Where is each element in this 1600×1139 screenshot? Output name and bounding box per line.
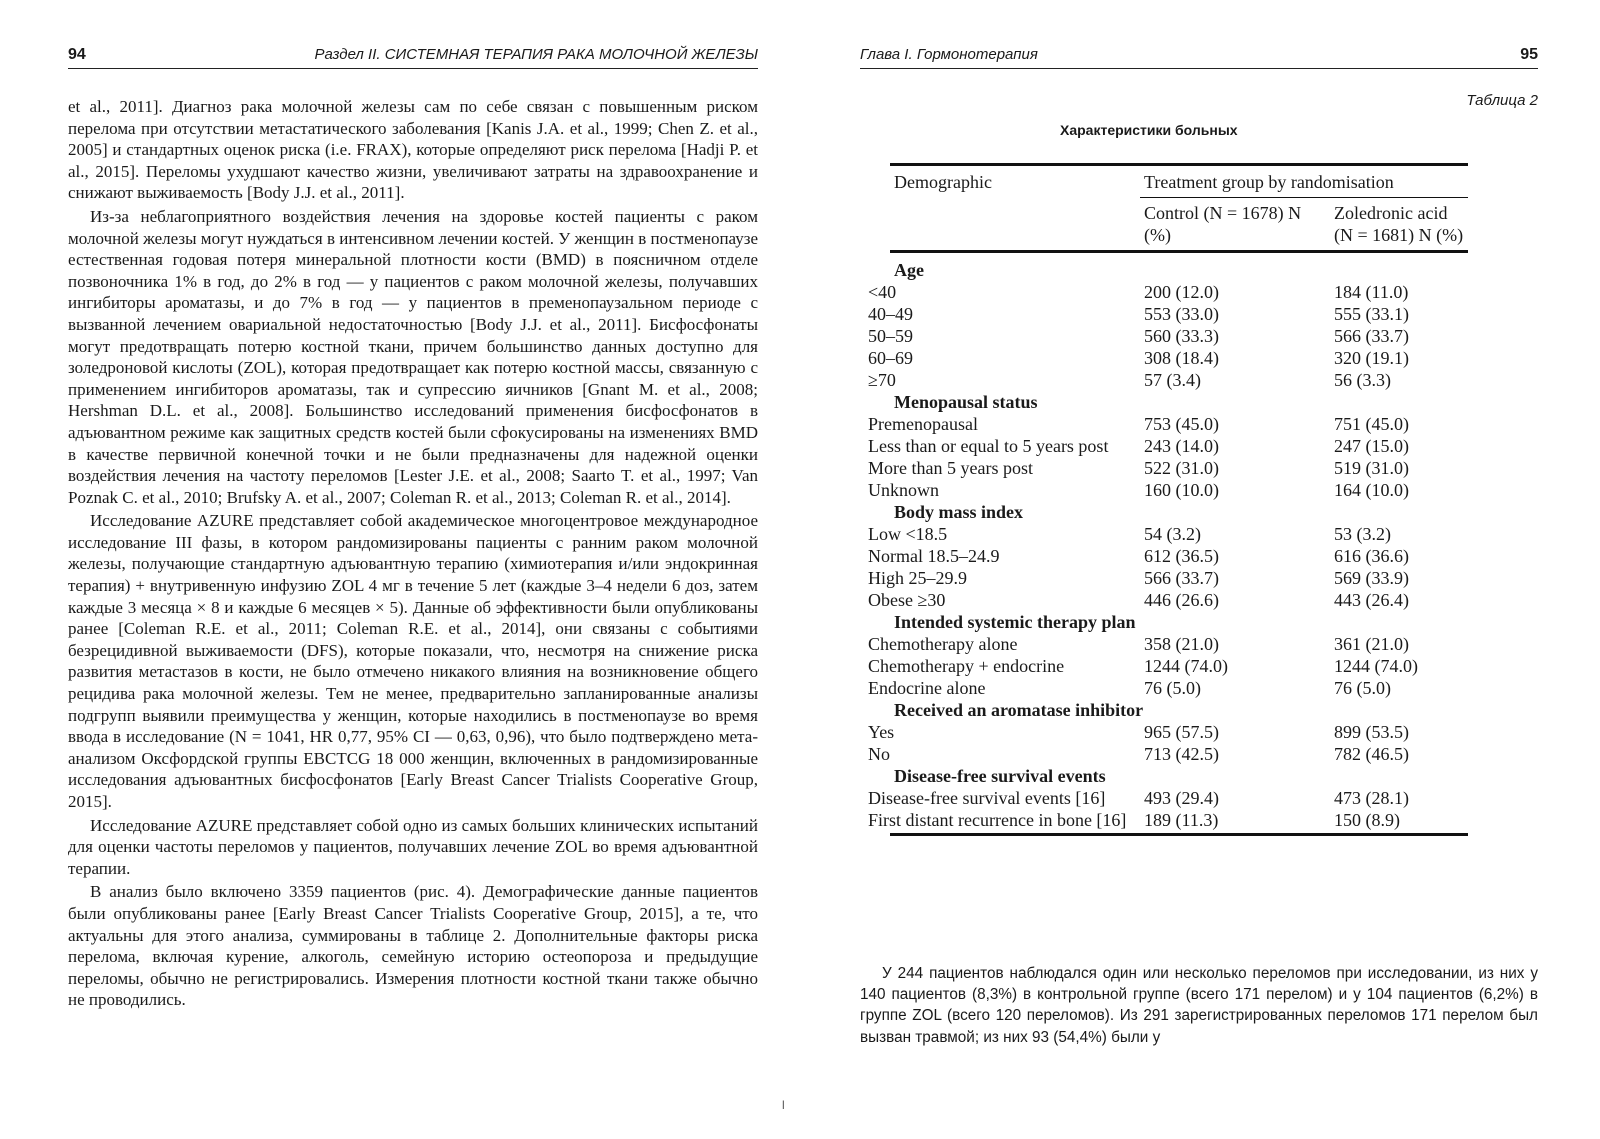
control-value: 243 (14.0) bbox=[1144, 436, 1219, 456]
table-row bbox=[890, 787, 1468, 809]
left-page bbox=[0, 0, 780, 1139]
table-title: Характеристики больных bbox=[1060, 122, 1238, 138]
header-demographic: Demographic bbox=[890, 165, 1140, 198]
paragraph: В анализ было включено 3359 пациентов (рис. 4). Демографические данные пациентов были опубликованы ранее [Early Breast Cancer Trialists Cooperative Group, 2015], а те, что актуальны для этого анализа, суммированы в таблице 2. Дополнительные факторы риска перелома, включая курение, алкоголь, семейную историю остеопороза и предыдущие переломы, обычно не регистрировались. Измерения плотности костной ткани также обычно не проводились. bbox=[68, 882, 758, 1010]
right-running-head bbox=[860, 46, 1538, 69]
paragraph: У 244 пациентов наблюдался один или несколько переломов при исследовании, из них у 140 пациентов (8,3%) в контрольной группе (всего 171 перелом) и у 104 пациентов (6,2%) в группе ZOL (всего 120 переломов). Из 291 зарегистрированных переломов 171 перелом был вызван травмой; из них 93 (54,4%) были у bbox=[860, 965, 1538, 1046]
zoledronic-value: 53 (3.2) bbox=[1334, 524, 1391, 544]
control-value: 54 (3.2) bbox=[1144, 524, 1201, 544]
control-value: 76 (5.0) bbox=[1144, 678, 1201, 698]
table-row bbox=[890, 457, 1468, 479]
left-running-title: Раздел II. СИСТЕМНАЯ ТЕРАПИЯ РАКА МОЛОЧНОЙ ЖЕЛЕЗЫ bbox=[314, 46, 758, 63]
table-row bbox=[890, 303, 1468, 325]
corner-mark: l bbox=[782, 1098, 785, 1112]
row-label: High 25–29.9 bbox=[868, 568, 967, 588]
row-label: Disease-free survival events [16] bbox=[868, 788, 1106, 808]
row-label: Obese ≥30 bbox=[868, 590, 946, 610]
table-label: Таблица 2 bbox=[1466, 92, 1538, 109]
section-title: Age bbox=[894, 260, 924, 280]
section-title: Intended systemic therapy plan bbox=[894, 612, 1136, 632]
table-section-row bbox=[890, 611, 1468, 633]
table-section-row bbox=[890, 699, 1468, 721]
zoledronic-value: 782 (46.5) bbox=[1334, 744, 1409, 764]
paragraph: et al., 2011]. Диагноз рака молочной железы сам по себе связан с повышенным риском перелома при отсутствии метастатического заболевания [Kanis J.A. et al., 1999; Chen Z. et al., 2005] и стандартных оценок риска (i.e. FRAX), которые определяют риск перелома [Hadji P. et al., 2015]. Переломы ухудшают качество жизни, увеличивают затраты на здравоохранение и снижают выживаемость [Body J.J. et al., 2011]. bbox=[68, 97, 758, 203]
row-label: 60–69 bbox=[868, 348, 913, 368]
row-label: No bbox=[868, 744, 890, 764]
left-body-text bbox=[68, 96, 758, 1013]
row-label: Endocrine alone bbox=[868, 678, 986, 698]
paragraph: Из-за неблагоприятного воздействия лечения на здоровье костей пациенты с раком молочной железы могут нуждаться в интенсивном лечении костей. У женщин в постменопаузе естественная годовая потеря минеральной плотности кости (BMD) в поясничном отделе позвоночника 1% в год, до 2% в год — у пациентов с раком молочной железы, получавших ингибиторы ароматазы, и до 7% в год — у пациентов в пременопаузальном периоде с вызванной лечением овариальной недостаточностью [Body J.J. et al., 2011]. Бисфосфонаты могут предотвращать потерю костной ткани, причем большинство данных доступно для золедроновой кислоты (ZOL), которая предотвращает как потерю костной массы, связанную с применением ингибиторов ароматазы, так и супрессию яичников [Gnant M. et al., 2008; Hershman D.L. et al., 2008]. Большинство исследований применения бисфосфонатов в адъювантном режиме как защитных средств костей были сфокусированы на изменениях BMD в качестве первичной конечной точки и не были предназначены для надежной оценки воздействия лечения на частоту переломов [Lester J.E. et al., 2008; Saarto T. et al., 1997; Van Poznak C. et al., 2010; Brufsky A. et al., 2007; Coleman R. et al., 2013; Coleman R. et al., 2014]. bbox=[68, 206, 758, 507]
zoledronic-value: 361 (21.0) bbox=[1334, 634, 1409, 654]
table-row bbox=[890, 677, 1468, 699]
table-row bbox=[890, 633, 1468, 655]
zoledronic-value: 247 (15.0) bbox=[1334, 436, 1409, 456]
table-row bbox=[890, 545, 1468, 567]
zoledronic-value: 519 (31.0) bbox=[1334, 458, 1409, 478]
control-value: 566 (33.7) bbox=[1144, 568, 1219, 588]
table-row bbox=[890, 721, 1468, 743]
zoledronic-value: 899 (53.5) bbox=[1334, 722, 1409, 742]
control-value: 189 (11.3) bbox=[1140, 809, 1330, 835]
table-row bbox=[890, 281, 1468, 303]
zoledronic-value: 184 (11.0) bbox=[1334, 282, 1409, 302]
table-row bbox=[890, 413, 1468, 435]
table-row bbox=[890, 479, 1468, 501]
header-zoledronic-acid: Zoledronic acid (N = 1681) N (%) bbox=[1330, 198, 1468, 252]
row-label: First distant recurrence in bone [16] bbox=[890, 809, 1140, 835]
right-body-text bbox=[860, 963, 1538, 1048]
zoledronic-value: 569 (33.9) bbox=[1334, 568, 1409, 588]
left-running-head bbox=[68, 46, 758, 69]
control-value: 358 (21.0) bbox=[1144, 634, 1219, 654]
table-row bbox=[890, 743, 1468, 765]
row-label: Chemotherapy + endocrine bbox=[868, 656, 1065, 676]
row-label: Less than or equal to 5 years post bbox=[868, 436, 1109, 456]
control-value: 713 (42.5) bbox=[1144, 744, 1219, 764]
row-label: ≥70 bbox=[868, 370, 896, 390]
paragraph: Исследование AZURE представляет собой академическое многоцентровое международное исследование III фазы, в котором рандомизированы пациенты с ранним раком молочной железы, получающие стандартную адъювантную терапию (химиотерапия и/или эндокринная терапия) + внутривенную инфузию ZOL 4 мг в течение 5 лет (каждые 3–4 недели 6 доз, затем каждые 3 месяца × 8 и каждые 6 месяцев × 5). Данные об эффективности были опубликованы ранее [Coleman R.E. et al., 2011; Coleman R.E. et al., 2014], они связаны с событиями безрецидивной выживаемости (DFS), которые показали, что, несмотря на снижение риска развития метастазов в кости, не было отмечено никакого влияния на возникновение общего рецидива рака молочной железы. Тем не менее, предварительно запланированные анализы подгрупп выявили преимущества у женщин, которые находились в постменопаузе во время ввода в исследование (N = 1041, HR 0,77, 95% CI — 0,63, 0,96), что было подтверждено мета-анализом Оксфордской группы EBCTCG 18 000 женщин, включенных в рандомизированные исследования адъювантных бисфосфонатов [Early Breast Cancer Trialists Cooperative Group, 2015]. bbox=[68, 511, 758, 811]
control-value: 965 (57.5) bbox=[1144, 722, 1219, 742]
table-row bbox=[890, 369, 1468, 391]
table-row bbox=[890, 567, 1468, 589]
table-row bbox=[890, 325, 1468, 347]
zoledronic-value: 76 (5.0) bbox=[1334, 678, 1391, 698]
control-value: 753 (45.0) bbox=[1144, 414, 1219, 434]
control-value: 446 (26.6) bbox=[1144, 590, 1219, 610]
row-label: Premenopausal bbox=[868, 414, 978, 434]
row-label: 50–59 bbox=[868, 326, 913, 346]
control-value: 553 (33.0) bbox=[1144, 304, 1219, 324]
row-label: Chemotherapy alone bbox=[868, 634, 1018, 654]
zoledronic-value: 443 (26.4) bbox=[1334, 590, 1409, 610]
row-label: Yes bbox=[868, 722, 895, 742]
row-label: Low <18.5 bbox=[868, 524, 948, 544]
table-row bbox=[890, 435, 1468, 457]
zoledronic-value: 751 (45.0) bbox=[1334, 414, 1409, 434]
zoledronic-value: 150 (8.9) bbox=[1330, 809, 1468, 835]
table-section-row bbox=[890, 501, 1468, 523]
control-value: 1244 (74.0) bbox=[1144, 656, 1228, 676]
control-value: 160 (10.0) bbox=[1144, 480, 1219, 500]
table-row bbox=[890, 347, 1468, 369]
zoledronic-value: 1244 (74.0) bbox=[1334, 656, 1418, 676]
row-label: 40–49 bbox=[868, 304, 913, 324]
control-value: 200 (12.0) bbox=[1144, 282, 1219, 302]
table-row bbox=[890, 523, 1468, 545]
control-value: 560 (33.3) bbox=[1144, 326, 1219, 346]
table-row bbox=[890, 655, 1468, 677]
paragraph: Исследование AZURE представляет собой одно из самых больших клинических испытаний для оценки частоты переломов у пациентов, получавших лечение ZOL во время адъювантной терапии. bbox=[68, 815, 758, 878]
table-section-row bbox=[890, 765, 1468, 787]
zoledronic-value: 616 (36.6) bbox=[1334, 546, 1409, 566]
zoledronic-value: 56 (3.3) bbox=[1334, 370, 1391, 390]
row-label: Unknown bbox=[868, 480, 939, 500]
table-body bbox=[868, 252, 1468, 835]
zoledronic-value: 566 (33.7) bbox=[1334, 326, 1409, 346]
control-value: 522 (31.0) bbox=[1144, 458, 1219, 478]
zoledronic-value: 473 (28.1) bbox=[1334, 788, 1409, 808]
header-treatment-group: Treatment group by randomisation bbox=[1140, 165, 1468, 198]
control-value: 308 (18.4) bbox=[1144, 348, 1219, 368]
left-page-number: 94 bbox=[68, 46, 86, 63]
right-running-title: Глава I. Гормонотерапия bbox=[860, 46, 1038, 63]
zoledronic-value: 555 (33.1) bbox=[1334, 304, 1409, 324]
control-value: 493 (29.4) bbox=[1144, 788, 1219, 808]
header-control: Control (N = 1678) N (%) bbox=[1140, 198, 1330, 252]
table-section-row bbox=[890, 391, 1468, 413]
zoledronic-value: 320 (19.1) bbox=[1334, 348, 1409, 368]
row-label: <40 bbox=[868, 282, 897, 302]
control-value: 612 (36.5) bbox=[1144, 546, 1219, 566]
row-label: More than 5 years post bbox=[868, 458, 1033, 478]
section-title: Disease-free survival events bbox=[894, 766, 1106, 786]
patient-characteristics-table bbox=[868, 163, 1468, 836]
table-row bbox=[890, 589, 1468, 611]
section-title: Received an aromatase inhibitor bbox=[894, 700, 1144, 720]
right-page bbox=[800, 0, 1600, 1139]
header-spacer bbox=[890, 198, 1140, 252]
row-label: Normal 18.5–24.9 bbox=[868, 546, 1000, 566]
right-page-number: 95 bbox=[1520, 46, 1538, 63]
section-title: Body mass index bbox=[894, 502, 1024, 522]
control-value: 57 (3.4) bbox=[1144, 370, 1201, 390]
zoledronic-value: 164 (10.0) bbox=[1334, 480, 1409, 500]
table-row bbox=[890, 809, 1468, 835]
section-title: Menopausal status bbox=[894, 392, 1038, 412]
table-section-row bbox=[890, 252, 1468, 282]
